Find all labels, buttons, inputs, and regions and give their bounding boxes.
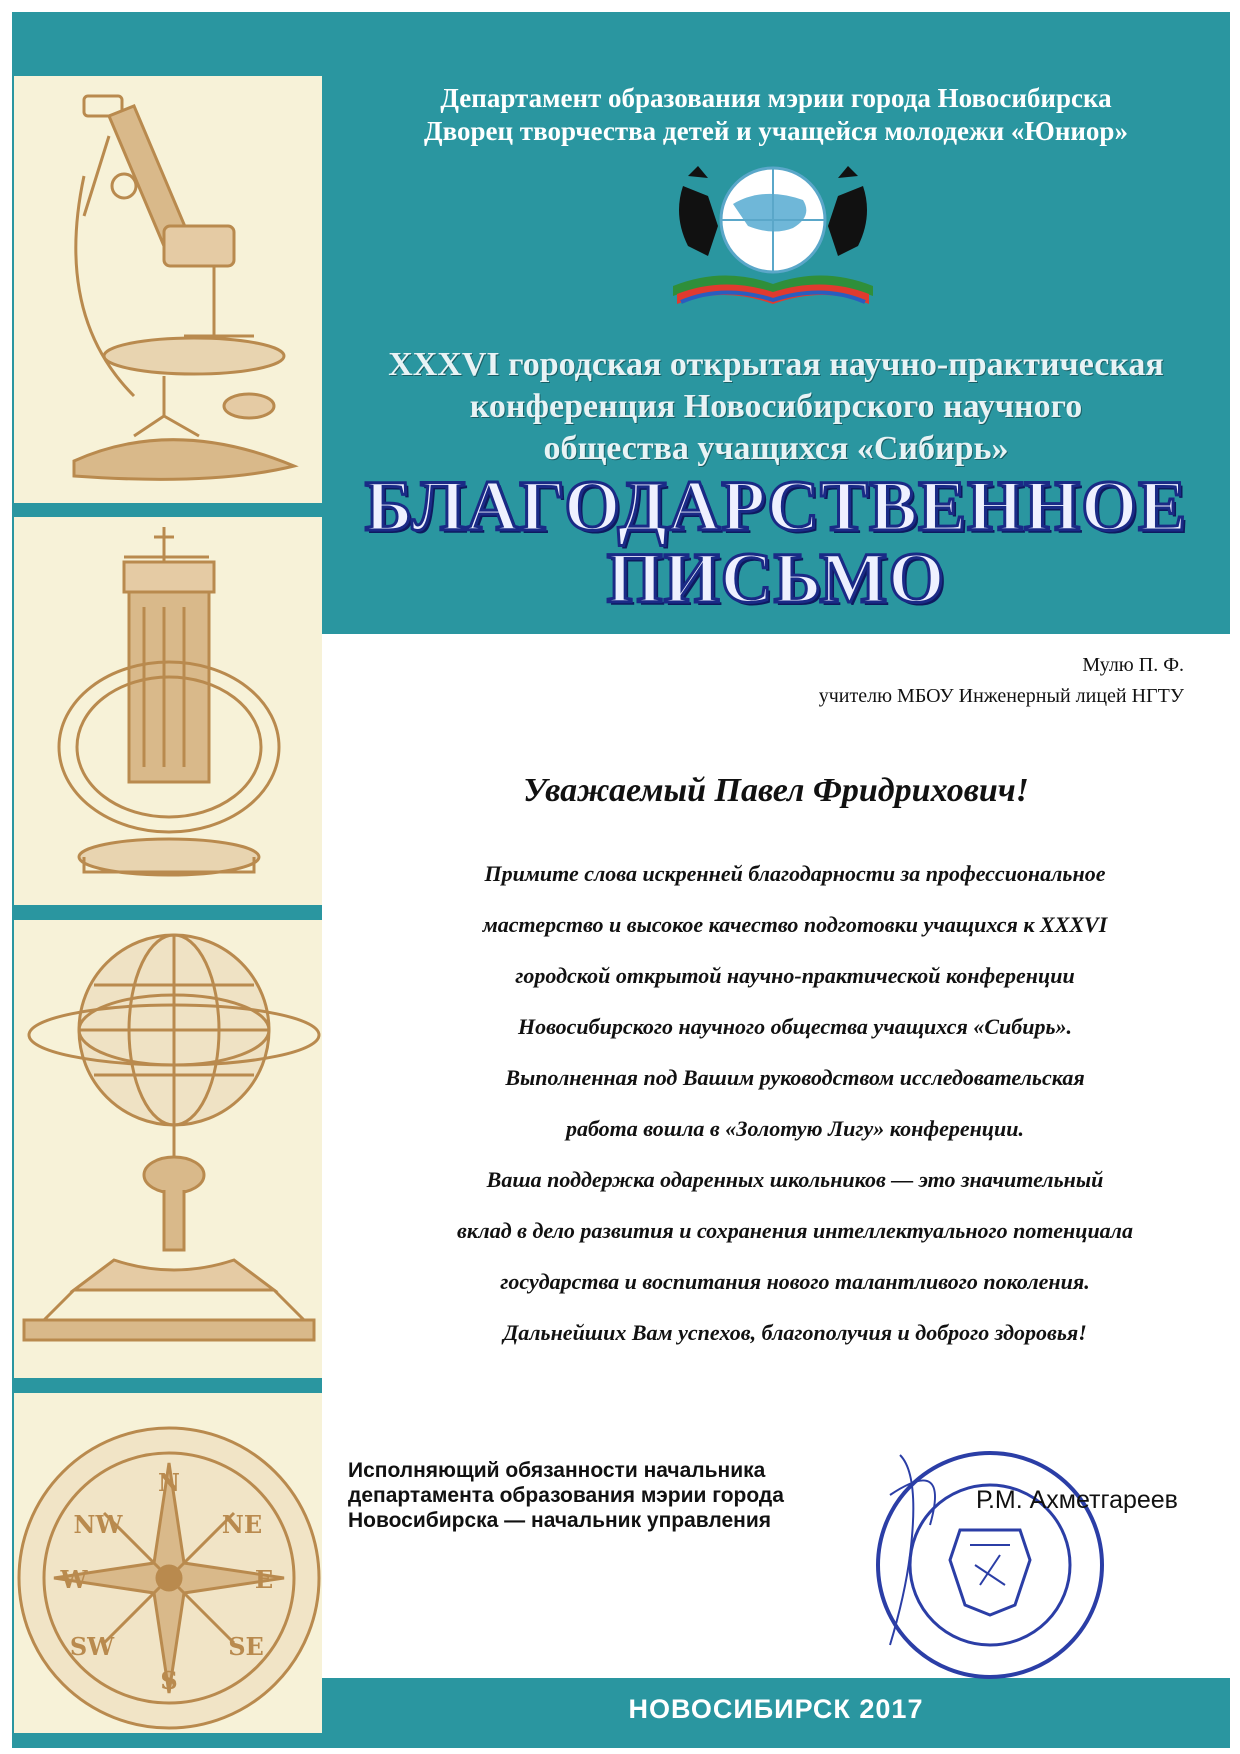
- svg-text:S: S: [160, 1666, 178, 1695]
- letter-line: Выполненная под Вашим руководством исследовательская: [505, 1065, 1085, 1090]
- signer-title: [348, 1458, 784, 1533]
- department-line-1: Департамент образования мэрии города Новосибирска: [440, 83, 1112, 113]
- letter-line: Новосибирского научного общества учащихся «Сибирь».: [517, 1014, 1073, 1039]
- letter-line: вклад в дело развития и сохранения интеллектуального потенциала: [457, 1218, 1133, 1243]
- electrometer-illustration: [14, 517, 322, 905]
- recipient-position: учителю МБОУ Инженерный лицей НГТУ: [818, 685, 1184, 707]
- conference-title: [322, 344, 1230, 470]
- department-line-2: Дворец творчества детей и учащейся молодежи «Юниор»: [424, 116, 1128, 146]
- signer-name: Р.М. Ахметгареев: [976, 1486, 1178, 1514]
- compass-rose-illustration: [14, 1393, 322, 1733]
- armillary-globe-illustration: [14, 920, 322, 1378]
- recipient-name: Мулю П. Ф.: [1082, 654, 1184, 676]
- official-stamp: [860, 1435, 1110, 1685]
- department-header: [322, 82, 1230, 148]
- svg-text:E: E: [254, 1565, 274, 1594]
- letter-line: городской открытой научно-практической конференции: [515, 963, 1075, 988]
- greeting: Уважаемый Павел Фридрихович!: [523, 772, 1029, 809]
- svg-text:W: W: [60, 1565, 88, 1594]
- document-title: [322, 466, 1230, 618]
- emblem-logo: [663, 156, 883, 308]
- letter-line: Ваша поддержка одаренных школьников — это значительный: [486, 1167, 1104, 1192]
- title-line-1: БЛАГОДАРСТВЕННОЕ: [364, 466, 1188, 546]
- letter-line: государства и воспитания нового талантливого поколения.: [500, 1269, 1090, 1294]
- signer-title-line-2: департамента образования мэрии города: [348, 1484, 784, 1507]
- signer-title-line-1: Исполняющий обязанности начальника: [348, 1459, 766, 1482]
- svg-text:NE: NE: [221, 1510, 263, 1539]
- svg-text:SW: SW: [69, 1632, 115, 1661]
- svg-text:N: N: [158, 1468, 180, 1497]
- letter-line: Примите слова искренней благодарности за профессиональное: [484, 861, 1106, 886]
- letter-line: мастерство и высокое качество подготовки учащихся к XXXVI: [482, 912, 1108, 937]
- svg-text:NW: NW: [73, 1510, 123, 1539]
- letter-line: Дальнейших Вам успехов, благополучия и доброго здоровья!: [503, 1320, 1087, 1345]
- conference-line-2: конференция Новосибирского научного: [469, 388, 1083, 425]
- conference-line-3: общества учащихся «Сибирь»: [543, 430, 1009, 467]
- city-year: НОВОСИБИРСК 2017: [628, 1694, 924, 1724]
- microscope-illustration: [14, 76, 322, 503]
- svg-text:SE: SE: [228, 1632, 264, 1661]
- signer-title-line-3: Новосибирска — начальник управления: [348, 1509, 772, 1532]
- recipient-block: [819, 650, 1184, 712]
- conference-line-1: XXXVI городская открытая научно-практическая: [388, 346, 1164, 383]
- title-line-2: ПИСЬМО: [606, 538, 946, 618]
- letter-text: [360, 848, 1230, 1358]
- letter-line: работа вошла в «Золотую Лигу» конференции.: [565, 1116, 1025, 1141]
